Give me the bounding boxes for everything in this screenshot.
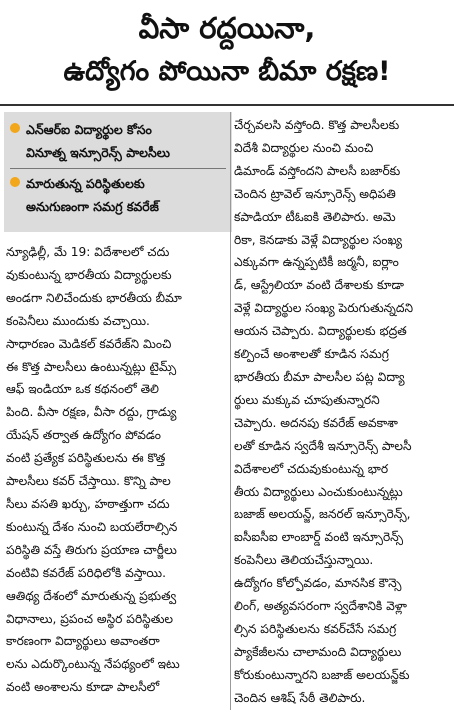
article-line: ఆఫ్ ఇండియా ఒక కథనంలో తెలి	[6, 382, 159, 397]
article-line: కపాడియా టీఓఐకి తెలిపారు. అమె	[234, 209, 396, 224]
article-line: అండగా నిలిచేందుకు భారతీయ బీమా	[6, 290, 182, 305]
article-line: యేషన్ తర్వాత ఉద్యోగం పోవడం	[6, 428, 161, 443]
article-line: బజాజ్ అలయన్జ్, జనరల్ ఇన్సూరెన్స్,	[234, 507, 411, 522]
article-line: లింగ్, అత్యవసరంగా స్వదేశానికి వెళ్లా	[234, 599, 407, 614]
article-line: రికా, కెనడాకు వెళ్లే విద్యార్థుల సంఖ్య	[234, 232, 403, 247]
article-line: ఆతిథ్య దేశంలో మారుతున్న ప్రభుత్వ	[6, 588, 177, 603]
highlight-line: మారుతున్న పరిస్థితులకు	[26, 176, 145, 191]
article-line: వంటివి కవరేజ్ పరిధిలోకి వస్తాయి.	[6, 565, 166, 580]
article-line: కోరుకుంటున్నారని బజాజ్ అలయన్జ్‌కు	[234, 667, 410, 682]
article-line: ర్థులు మక్కువ చూపుతున్నారని	[234, 392, 380, 407]
article-line: విదేశాలలో చదువుకుంటున్న భార	[234, 461, 389, 476]
article-line: ప్యాకేజీలను చాలామంది విద్యార్థులు	[234, 644, 402, 659]
article-line: ఆయన చెప్పారు. విద్యార్థులకు భద్రత	[234, 324, 407, 339]
article-line: ల్సిన పరిస్థితులను కవర్‌చేసే సమగ్ర	[234, 621, 397, 636]
headline-line-2: ఉద్యోగం పోయినా బీమా రక్షణ!	[63, 56, 391, 87]
article-line: సాధారణం మెడికల్ కవరేజ్‌ని మించి	[6, 336, 172, 351]
article-line: సీలు వసతి ఖర్చు, హఠాత్తుగా చదు	[6, 496, 170, 511]
highlight-divider	[10, 168, 226, 169]
article-line: కుంటున్న దేశం నుంచి బయలేరాల్సిన	[6, 519, 178, 534]
article-line: ఎక్కువగా ఉన్నప్పటికీ జర్మనీ, ఐర్లాం	[234, 255, 399, 270]
article-line: కంపెనీలు ముందుకు వచ్చాయి.	[6, 313, 150, 328]
article-line: డిమాండ్ వస్తోందని పాలసీ బజార్‌కు	[234, 163, 401, 178]
article-line: చెందిన ఆశిష్ సేఠీ తెలిపారు.	[234, 690, 366, 705]
article-line: చెందిన ట్రావెల్ ఇన్సూరెన్స్ అధిపతి	[234, 186, 396, 201]
article-line: పరిస్థితి వస్తే తిరుగు ప్రయాణ చార్జీలు	[6, 542, 177, 557]
article-line: వంటి ప్రత్యేక పరిస్థితులను ఈ కొత్త	[6, 451, 166, 466]
headline-line-1: వీసా రద్దయినా,	[138, 11, 316, 45]
article-line: విదేశీ విద్యార్థుల నుంచి మంచి	[234, 140, 374, 155]
highlight-line: ఎన్ఆర్ఐ విద్యార్థుల కోసం	[26, 122, 152, 137]
article-line: పింది. వీసా రక్షణ, వీసా రద్దు, గ్రాడ్యు	[6, 405, 177, 420]
headline	[0, 0, 454, 104]
article-line: ఈ కొత్త పాలసీలు ఉంటున్నట్లు టైమ్స్	[6, 359, 177, 374]
article-line: వుకుంటున్న భారతీయ విద్యార్థులకు	[6, 267, 172, 282]
article-line: విధానాలు, ప్రపంచ అస్థిర పరిస్థితుల	[6, 611, 174, 626]
highlight-line: అనుగుణంగా సమగ్ర కవరేజ్	[26, 199, 159, 214]
highlight-line: వినూత్న ఇన్సూరెన్స్ పాలసీలు	[26, 145, 170, 160]
highlight-item	[10, 118, 230, 164]
article-line: డ్, ఆస్ట్రేలియా వంటి దేశాలకు కూడా	[234, 278, 404, 293]
article-line: చేర్చవలసి వస్తోంది. కొత్త పాలసీలకు	[234, 118, 400, 132]
article-line: చెప్పారు. అదనపు కవరేజ్ అవకాశా	[234, 415, 398, 430]
article-line: కారణంగా విద్యార్థులు అవాంతరా	[6, 634, 160, 649]
article-line: భారతీయ బీమా పాలసీల పట్ల విద్యా	[234, 369, 405, 384]
article-line: వంటి అంశాలను కూడా పాలసీలో	[6, 680, 160, 695]
article-line: న్యూఢిల్లీ, మే 19: విదేశాలలో చదు	[6, 245, 170, 259]
article-line: వెళ్లే విద్యార్థుల సంఖ్య పెరుగుతున్నదని	[234, 301, 414, 316]
article-line: ఉద్యోగం కోల్పోవడం, మానసిక కౌన్సె	[234, 576, 402, 591]
bullet-icon	[10, 123, 20, 133]
article-line: కంపెనీలు తెలియచేస్తున్నాయి.	[234, 553, 374, 568]
highlights-box	[4, 112, 232, 232]
bullet-icon	[10, 177, 20, 187]
highlight-item	[10, 172, 230, 218]
article-right-column	[234, 114, 450, 710]
column-divider	[230, 112, 231, 710]
headline-rule	[0, 104, 454, 106]
article-line: పాలసీలు కవర్ చేస్తాయి. కొన్ని పాల	[6, 474, 171, 489]
article-line: కల్పించే అంశాలతో కూడిన సమగ్ర	[234, 347, 389, 362]
article-line: ఐసీఐసీఐ లాంబార్డ్ వంటి ఇన్సూరెన్స్	[234, 530, 404, 545]
article-line: లను ఎదుర్కొంటున్న నేపథ్యంలో ఇటు	[6, 657, 180, 672]
article-line: లతో కూడిన స్వదేశీ ఇన్సూరెన్స్ పాలసీ	[234, 438, 412, 453]
article-left-column	[6, 241, 228, 699]
article-line: తీయ విద్యార్థులు ఎంచుకుంటున్నట్లు	[234, 484, 403, 499]
